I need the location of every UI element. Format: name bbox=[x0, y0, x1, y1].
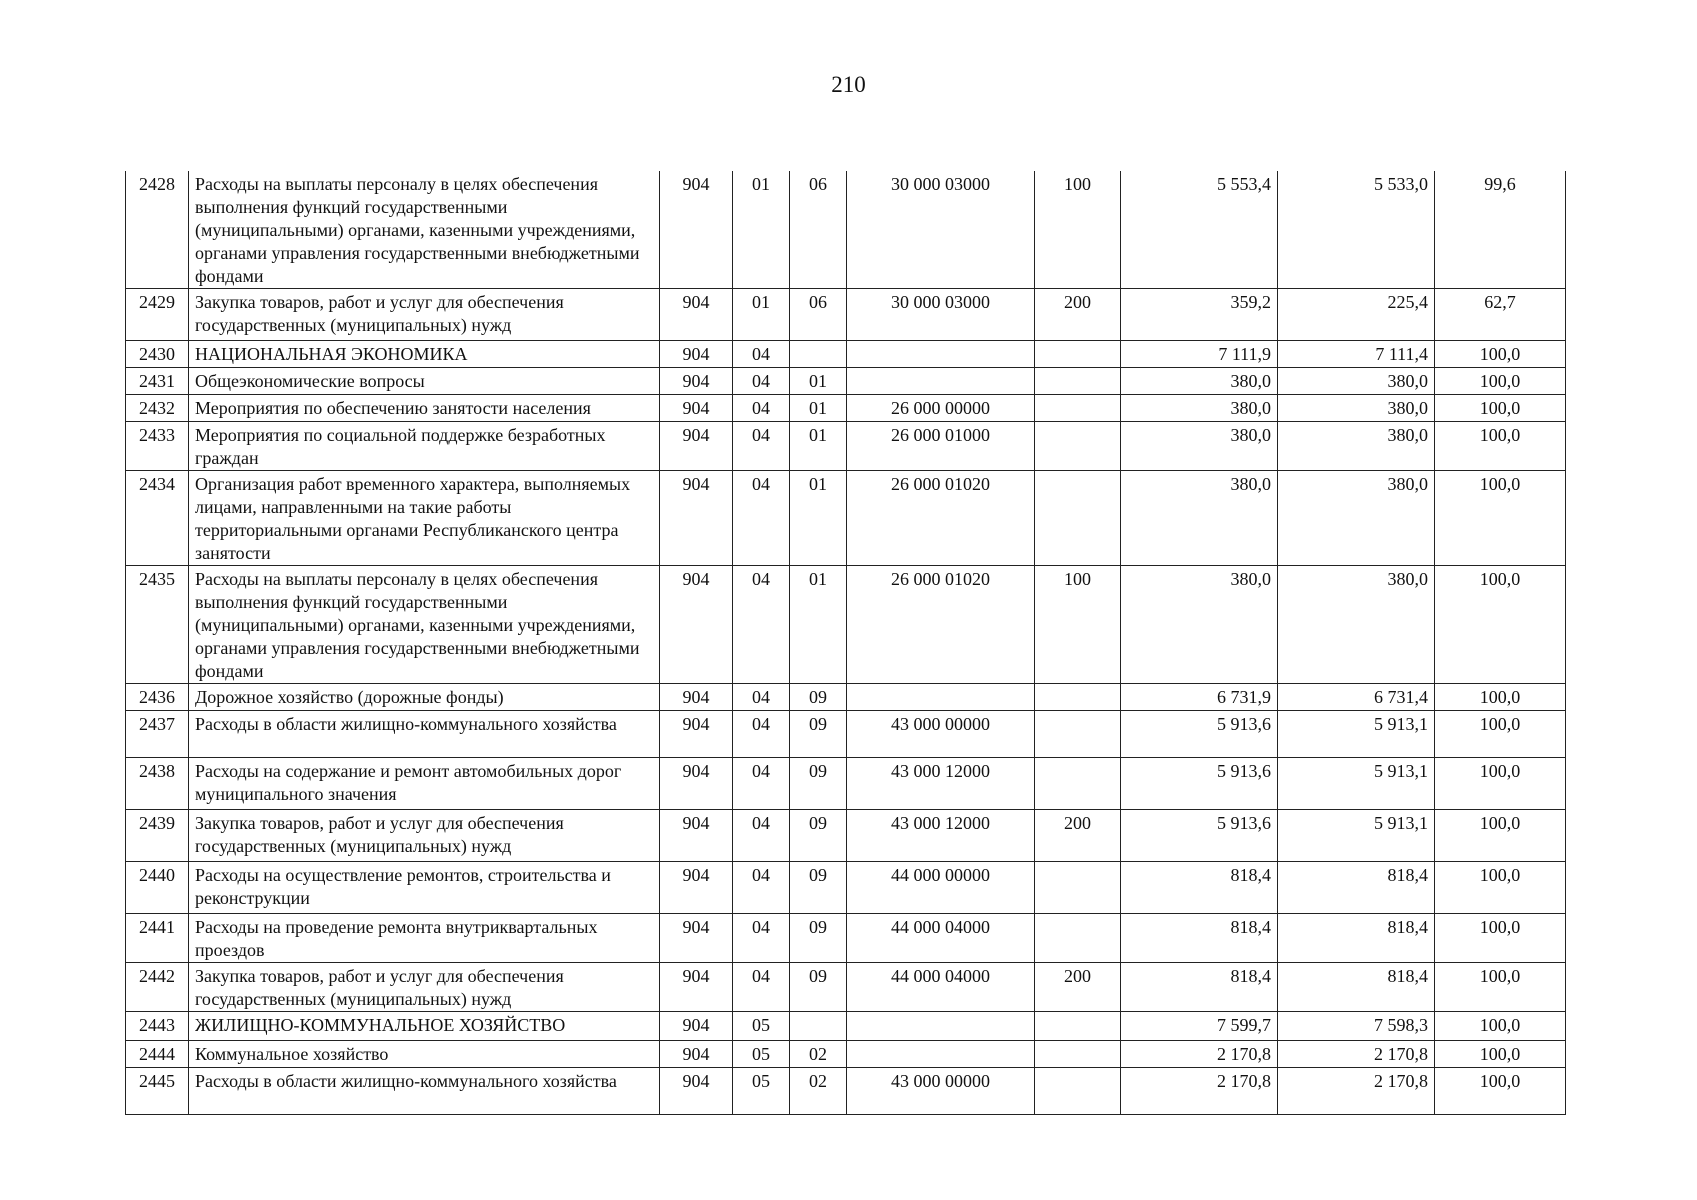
table-row bbox=[126, 368, 1566, 395]
target-item-code-cell: 43 000 00000 bbox=[847, 711, 1035, 758]
department-code-cell: 904 bbox=[660, 684, 733, 711]
expense-name-cell: НАЦИОНАЛЬНАЯ ЭКОНОМИКА bbox=[189, 341, 660, 368]
actual-amount-cell: 818,4 bbox=[1278, 914, 1435, 963]
execution-percent-cell: 100,0 bbox=[1435, 566, 1566, 684]
subsection-code-cell: 09 bbox=[790, 684, 847, 711]
row-number-cell: 2431 bbox=[126, 368, 189, 395]
section-code-cell: 04 bbox=[733, 711, 790, 758]
expense-name-cell: Расходы на осуществление ремонтов, строительства и реконструкции bbox=[189, 862, 660, 914]
expense-name-cell: Общеэкономические вопросы bbox=[189, 368, 660, 395]
table-row bbox=[126, 171, 1566, 289]
table-row bbox=[126, 914, 1566, 963]
target-item-code-cell: 30 000 03000 bbox=[847, 289, 1035, 341]
expense-type-code-cell: 200 bbox=[1035, 810, 1121, 862]
planned-amount-cell: 5 553,4 bbox=[1121, 171, 1278, 289]
planned-amount-cell: 380,0 bbox=[1121, 422, 1278, 471]
expense-type-code-cell bbox=[1035, 711, 1121, 758]
department-code-cell: 904 bbox=[660, 471, 733, 566]
actual-amount-cell: 5 913,1 bbox=[1278, 758, 1435, 810]
expense-type-code-cell: 100 bbox=[1035, 566, 1121, 684]
actual-amount-cell: 5 913,1 bbox=[1278, 810, 1435, 862]
planned-amount-cell: 5 913,6 bbox=[1121, 758, 1278, 810]
actual-amount-cell: 225,4 bbox=[1278, 289, 1435, 341]
expense-name-cell: ЖИЛИЩНО-КОММУНАЛЬНОЕ ХОЗЯЙСТВО bbox=[189, 1012, 660, 1041]
subsection-code-cell: 02 bbox=[790, 1068, 847, 1115]
department-code-cell: 904 bbox=[660, 1012, 733, 1041]
planned-amount-cell: 818,4 bbox=[1121, 963, 1278, 1012]
expense-type-code-cell bbox=[1035, 758, 1121, 810]
actual-amount-cell: 380,0 bbox=[1278, 395, 1435, 422]
subsection-code-cell: 01 bbox=[790, 471, 847, 566]
section-code-cell: 04 bbox=[733, 963, 790, 1012]
table-row bbox=[126, 289, 1566, 341]
section-code-cell: 05 bbox=[733, 1012, 790, 1041]
planned-amount-cell: 2 170,8 bbox=[1121, 1068, 1278, 1115]
target-item-code-cell bbox=[847, 1041, 1035, 1068]
target-item-code-cell: 30 000 03000 bbox=[847, 171, 1035, 289]
row-number-cell: 2433 bbox=[126, 422, 189, 471]
actual-amount-cell: 380,0 bbox=[1278, 566, 1435, 684]
planned-amount-cell: 818,4 bbox=[1121, 914, 1278, 963]
section-code-cell: 04 bbox=[733, 368, 790, 395]
row-number-cell: 2440 bbox=[126, 862, 189, 914]
target-item-code-cell: 43 000 12000 bbox=[847, 810, 1035, 862]
section-code-cell: 04 bbox=[733, 566, 790, 684]
table-row bbox=[126, 758, 1566, 810]
target-item-code-cell bbox=[847, 341, 1035, 368]
department-code-cell: 904 bbox=[660, 914, 733, 963]
table-row bbox=[126, 862, 1566, 914]
row-number-cell: 2437 bbox=[126, 711, 189, 758]
execution-percent-cell: 100,0 bbox=[1435, 395, 1566, 422]
department-code-cell: 904 bbox=[660, 758, 733, 810]
subsection-code-cell: 06 bbox=[790, 289, 847, 341]
row-number-cell: 2432 bbox=[126, 395, 189, 422]
expense-name-cell: Расходы на выплаты персоналу в целях обеспечения выполнения функций государственными (муниципальными) органами, казенными учреждениями, органами управления государственными внебюджетными фондами bbox=[189, 566, 660, 684]
actual-amount-cell: 818,4 bbox=[1278, 862, 1435, 914]
table-row bbox=[126, 566, 1566, 684]
target-item-code-cell: 26 000 01000 bbox=[847, 422, 1035, 471]
expense-name-cell: Коммунальное хозяйство bbox=[189, 1041, 660, 1068]
section-code-cell: 04 bbox=[733, 422, 790, 471]
subsection-code-cell: 01 bbox=[790, 566, 847, 684]
section-code-cell: 01 bbox=[733, 171, 790, 289]
actual-amount-cell: 380,0 bbox=[1278, 368, 1435, 395]
section-code-cell: 01 bbox=[733, 289, 790, 341]
table-row bbox=[126, 341, 1566, 368]
table-row bbox=[126, 963, 1566, 1012]
department-code-cell: 904 bbox=[660, 566, 733, 684]
expense-type-code-cell bbox=[1035, 684, 1121, 711]
table-row bbox=[126, 1041, 1566, 1068]
actual-amount-cell: 2 170,8 bbox=[1278, 1068, 1435, 1115]
planned-amount-cell: 5 913,6 bbox=[1121, 711, 1278, 758]
section-code-cell: 04 bbox=[733, 914, 790, 963]
table-row bbox=[126, 422, 1566, 471]
section-code-cell: 04 bbox=[733, 395, 790, 422]
section-code-cell: 05 bbox=[733, 1068, 790, 1115]
execution-percent-cell: 100,0 bbox=[1435, 758, 1566, 810]
expense-type-code-cell bbox=[1035, 368, 1121, 395]
planned-amount-cell: 7 111,9 bbox=[1121, 341, 1278, 368]
department-code-cell: 904 bbox=[660, 1068, 733, 1115]
budget-table bbox=[125, 171, 1566, 1115]
actual-amount-cell: 380,0 bbox=[1278, 422, 1435, 471]
actual-amount-cell: 818,4 bbox=[1278, 963, 1435, 1012]
table-row bbox=[126, 395, 1566, 422]
expense-name-cell: Расходы в области жилищно-коммунального хозяйства bbox=[189, 711, 660, 758]
target-item-code-cell bbox=[847, 1012, 1035, 1041]
target-item-code-cell: 43 000 12000 bbox=[847, 758, 1035, 810]
target-item-code-cell: 26 000 01020 bbox=[847, 471, 1035, 566]
expense-type-code-cell bbox=[1035, 1041, 1121, 1068]
target-item-code-cell: 26 000 00000 bbox=[847, 395, 1035, 422]
subsection-code-cell: 01 bbox=[790, 368, 847, 395]
actual-amount-cell: 380,0 bbox=[1278, 471, 1435, 566]
subsection-code-cell: 09 bbox=[790, 862, 847, 914]
department-code-cell: 904 bbox=[660, 711, 733, 758]
row-number-cell: 2441 bbox=[126, 914, 189, 963]
department-code-cell: 904 bbox=[660, 368, 733, 395]
subsection-code-cell: 01 bbox=[790, 422, 847, 471]
row-number-cell: 2436 bbox=[126, 684, 189, 711]
section-code-cell: 04 bbox=[733, 341, 790, 368]
table-row bbox=[126, 711, 1566, 758]
row-number-cell: 2429 bbox=[126, 289, 189, 341]
department-code-cell: 904 bbox=[660, 862, 733, 914]
expense-type-code-cell: 200 bbox=[1035, 289, 1121, 341]
expense-name-cell: Расходы на выплаты персоналу в целях обеспечения выполнения функций государственными (муниципальными) органами, казенными учреждениями, органами управления государственными внебюджетными фондами bbox=[189, 171, 660, 289]
execution-percent-cell: 100,0 bbox=[1435, 341, 1566, 368]
subsection-code-cell: 09 bbox=[790, 810, 847, 862]
planned-amount-cell: 7 599,7 bbox=[1121, 1012, 1278, 1041]
table-row bbox=[126, 684, 1566, 711]
row-number-cell: 2444 bbox=[126, 1041, 189, 1068]
actual-amount-cell: 7 598,3 bbox=[1278, 1012, 1435, 1041]
planned-amount-cell: 380,0 bbox=[1121, 471, 1278, 566]
expense-type-code-cell bbox=[1035, 422, 1121, 471]
planned-amount-cell: 818,4 bbox=[1121, 862, 1278, 914]
department-code-cell: 904 bbox=[660, 1041, 733, 1068]
planned-amount-cell: 380,0 bbox=[1121, 368, 1278, 395]
target-item-code-cell bbox=[847, 684, 1035, 711]
expense-type-code-cell bbox=[1035, 395, 1121, 422]
target-item-code-cell bbox=[847, 368, 1035, 395]
row-number-cell: 2439 bbox=[126, 810, 189, 862]
execution-percent-cell: 62,7 bbox=[1435, 289, 1566, 341]
expense-name-cell: Дорожное хозяйство (дорожные фонды) bbox=[189, 684, 660, 711]
section-code-cell: 05 bbox=[733, 1041, 790, 1068]
expense-name-cell: Закупка товаров, работ и услуг для обеспечения государственных (муниципальных) нужд bbox=[189, 963, 660, 1012]
expense-type-code-cell bbox=[1035, 1012, 1121, 1041]
execution-percent-cell: 100,0 bbox=[1435, 711, 1566, 758]
planned-amount-cell: 359,2 bbox=[1121, 289, 1278, 341]
row-number-cell: 2434 bbox=[126, 471, 189, 566]
department-code-cell: 904 bbox=[660, 341, 733, 368]
subsection-code-cell: 09 bbox=[790, 758, 847, 810]
planned-amount-cell: 6 731,9 bbox=[1121, 684, 1278, 711]
expense-name-cell: Закупка товаров, работ и услуг для обеспечения государственных (муниципальных) нужд bbox=[189, 289, 660, 341]
expense-name-cell: Закупка товаров, работ и услуг для обеспечения государственных (муниципальных) нужд bbox=[189, 810, 660, 862]
row-number-cell: 2438 bbox=[126, 758, 189, 810]
expense-name-cell: Расходы в области жилищно-коммунального хозяйства bbox=[189, 1068, 660, 1115]
target-item-code-cell: 44 000 00000 bbox=[847, 862, 1035, 914]
expense-type-code-cell bbox=[1035, 914, 1121, 963]
target-item-code-cell: 26 000 01020 bbox=[847, 566, 1035, 684]
expense-name-cell: Организация работ временного характера, выполняемых лицами, направленными на такие работы территориальными органами Республиканского центра занятости bbox=[189, 471, 660, 566]
actual-amount-cell: 2 170,8 bbox=[1278, 1041, 1435, 1068]
planned-amount-cell: 380,0 bbox=[1121, 566, 1278, 684]
department-code-cell: 904 bbox=[660, 395, 733, 422]
department-code-cell: 904 bbox=[660, 963, 733, 1012]
row-number-cell: 2443 bbox=[126, 1012, 189, 1041]
expense-name-cell: Мероприятия по социальной поддержке безработных граждан bbox=[189, 422, 660, 471]
row-number-cell: 2430 bbox=[126, 341, 189, 368]
actual-amount-cell: 6 731,4 bbox=[1278, 684, 1435, 711]
section-code-cell: 04 bbox=[733, 684, 790, 711]
subsection-code-cell: 01 bbox=[790, 395, 847, 422]
execution-percent-cell: 100,0 bbox=[1435, 810, 1566, 862]
section-code-cell: 04 bbox=[733, 471, 790, 566]
table-row bbox=[126, 810, 1566, 862]
planned-amount-cell: 380,0 bbox=[1121, 395, 1278, 422]
subsection-code-cell: 09 bbox=[790, 963, 847, 1012]
subsection-code-cell bbox=[790, 1012, 847, 1041]
department-code-cell: 904 bbox=[660, 810, 733, 862]
expense-name-cell: Расходы на содержание и ремонт автомобильных дорог муниципального значения bbox=[189, 758, 660, 810]
subsection-code-cell: 02 bbox=[790, 1041, 847, 1068]
actual-amount-cell: 5 533,0 bbox=[1278, 171, 1435, 289]
planned-amount-cell: 2 170,8 bbox=[1121, 1041, 1278, 1068]
row-number-cell: 2442 bbox=[126, 963, 189, 1012]
table-body bbox=[126, 171, 1566, 1115]
row-number-cell: 2445 bbox=[126, 1068, 189, 1115]
department-code-cell: 904 bbox=[660, 422, 733, 471]
subsection-code-cell: 09 bbox=[790, 711, 847, 758]
page-number: 210 bbox=[831, 72, 866, 97]
execution-percent-cell: 99,6 bbox=[1435, 171, 1566, 289]
planned-amount-cell: 5 913,6 bbox=[1121, 810, 1278, 862]
expense-type-code-cell bbox=[1035, 341, 1121, 368]
target-item-code-cell: 44 000 04000 bbox=[847, 963, 1035, 1012]
expense-name-cell: Расходы на проведение ремонта внутриквартальных проездов bbox=[189, 914, 660, 963]
expense-type-code-cell: 100 bbox=[1035, 171, 1121, 289]
department-code-cell: 904 bbox=[660, 171, 733, 289]
table-row bbox=[126, 1012, 1566, 1041]
row-number-cell: 2435 bbox=[126, 566, 189, 684]
execution-percent-cell: 100,0 bbox=[1435, 684, 1566, 711]
section-code-cell: 04 bbox=[733, 810, 790, 862]
execution-percent-cell: 100,0 bbox=[1435, 471, 1566, 566]
section-code-cell: 04 bbox=[733, 758, 790, 810]
execution-percent-cell: 100,0 bbox=[1435, 914, 1566, 963]
expense-type-code-cell bbox=[1035, 862, 1121, 914]
table-row bbox=[126, 1068, 1566, 1115]
expense-type-code-cell: 200 bbox=[1035, 963, 1121, 1012]
execution-percent-cell: 100,0 bbox=[1435, 422, 1566, 471]
execution-percent-cell: 100,0 bbox=[1435, 1012, 1566, 1041]
expense-type-code-cell bbox=[1035, 471, 1121, 566]
expense-type-code-cell bbox=[1035, 1068, 1121, 1115]
subsection-code-cell bbox=[790, 341, 847, 368]
execution-percent-cell: 100,0 bbox=[1435, 1068, 1566, 1115]
table-row bbox=[126, 471, 1566, 566]
row-number-cell: 2428 bbox=[126, 171, 189, 289]
expense-name-cell: Мероприятия по обеспечению занятости населения bbox=[189, 395, 660, 422]
execution-percent-cell: 100,0 bbox=[1435, 1041, 1566, 1068]
subsection-code-cell: 06 bbox=[790, 171, 847, 289]
actual-amount-cell: 5 913,1 bbox=[1278, 711, 1435, 758]
execution-percent-cell: 100,0 bbox=[1435, 862, 1566, 914]
target-item-code-cell: 43 000 00000 bbox=[847, 1068, 1035, 1115]
actual-amount-cell: 7 111,4 bbox=[1278, 341, 1435, 368]
target-item-code-cell: 44 000 04000 bbox=[847, 914, 1035, 963]
subsection-code-cell: 09 bbox=[790, 914, 847, 963]
department-code-cell: 904 bbox=[660, 289, 733, 341]
execution-percent-cell: 100,0 bbox=[1435, 963, 1566, 1012]
execution-percent-cell: 100,0 bbox=[1435, 368, 1566, 395]
section-code-cell: 04 bbox=[733, 862, 790, 914]
